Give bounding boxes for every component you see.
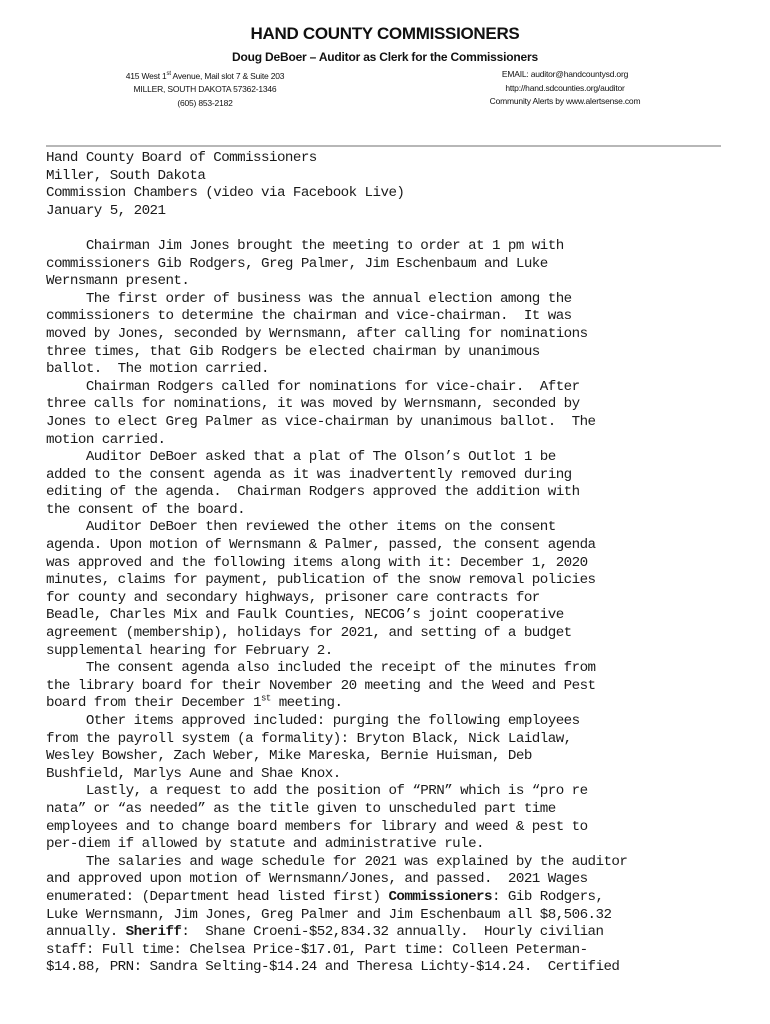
text-line: nata” or “as needed” as the title given to unscheduled part time	[46, 800, 556, 817]
text-line: board from their December 1st meeting.	[46, 693, 343, 712]
meeting-venue: Commission Chambers (video via Facebook Live)	[46, 185, 405, 202]
text-line: Chairman Rodgers called for nominations for vice-chair. After	[46, 378, 580, 395]
letterhead-contact-block	[460, 68, 670, 109]
text-line: ballot. The motion carried.	[46, 361, 269, 378]
text-line: The consent agenda also included the receipt of the minutes from	[46, 660, 596, 677]
text-line: from the payroll system (a formality): Bryton Black, Nick Laidlaw,	[46, 730, 572, 747]
text-line: Beadle, Charles Mix and Faulk Counties, NECOG’s joint cooperative	[46, 607, 564, 624]
text-line: commissioners Gib Rodgers, Greg Palmer, Jim Eschenbaum and Luke	[46, 255, 548, 272]
department-heading: Commissioners	[388, 888, 492, 905]
text-line: minutes, claims for payment, publication of the snow removal policies	[46, 572, 596, 589]
text-line: Auditor DeBoer asked that a plat of The Olson’s Outlot 1 be	[46, 449, 556, 466]
text-line: Wernsmann present.	[46, 273, 190, 290]
text-line: editing of the agenda. Chairman Rodgers approved the addition with	[46, 484, 580, 501]
letterhead-address-block	[100, 68, 310, 110]
alerts-line: Community Alerts by www.alertsense.com	[489, 96, 641, 106]
text-line: added to the consent agenda as it was inadvertently removed during	[46, 466, 572, 483]
meeting-location: Miller, South Dakota	[46, 167, 206, 184]
text-line: the consent of the board.	[46, 501, 246, 518]
text-line: agenda. Upon motion of Wernsmann & Palmer, passed, the consent agenda	[46, 537, 596, 554]
email-address: EMAIL: auditor@handcountysd.org	[501, 69, 629, 79]
text-line: Luke Wernsmann, Jim Jones, Greg Palmer and Jim Eschenbaum all $8,506.32	[46, 906, 612, 923]
address-line-2: MILLER, SOUTH DAKOTA 57362-1346	[133, 84, 277, 95]
address-line-1: 415 West 1st Avenue, Mail slot 7 & Suite 203	[125, 70, 285, 81]
minutes-document	[46, 150, 726, 977]
text-line: Other items approved included: purging the following employees	[46, 713, 580, 729]
text-line: Chairman Jim Jones brought the meeting to order at 1 pm with	[46, 237, 564, 254]
text-line: agreement (membership), holidays for 2021, and setting of a budget	[46, 625, 572, 642]
text-line: employees and to change board members for library and weed & pest to	[46, 818, 588, 835]
text-line: $14.88, PRN: Sandra Selting-$14.24 and Theresa Lichty-$14.24. Certified	[46, 959, 620, 976]
meeting-body-name: Hand County Board of Commissioners	[46, 150, 317, 166]
text-line: staff: Full time: Chelsea Price-$17.01, Part time: Colleen Peterman-	[46, 941, 588, 958]
letterhead-subtitle: Doug DeBoer – Auditor as Clerk for the Commissioners	[232, 50, 538, 64]
text-line: Lastly, a request to add the position of “PRN” which is “pro re	[46, 783, 588, 800]
text-line: The first order of business was the annual election among the	[46, 290, 572, 307]
text-line: per-diem if allowed by statute and administrative rule.	[46, 836, 485, 853]
text-line: enumerated: (Department head listed first) Commissioners: Gib Rodgers,	[46, 888, 604, 905]
department-heading: Sheriff	[125, 924, 182, 941]
text-line: Wesley Bowsher, Zach Weber, Mike Mareska, Bernie Huisman, Deb	[46, 748, 532, 765]
text-line: moved by Jones, seconded by Wernsmann, after calling for nominations	[46, 325, 588, 342]
text-line: three calls for nominations, it was moved by Wernsmann, seconded by	[46, 396, 580, 413]
text-line: The salaries and wage schedule for 2021 was explained by the auditor	[46, 853, 628, 870]
text-line: supplemental hearing for February 2.	[46, 642, 333, 659]
text-line: was approved and the following items along with it: December 1, 2020	[46, 554, 588, 571]
text-line: Auditor DeBoer then reviewed the other items on the consent	[46, 519, 556, 536]
text-line: motion carried.	[46, 431, 166, 448]
text-line: Bushfield, Marlys Aune and Shae Knox.	[46, 765, 341, 782]
text-line: for county and secondary highways, prisoner care contracts for	[46, 589, 540, 606]
meeting-date: January 5, 2021	[46, 202, 166, 219]
text-line: annually. Sheriff: Shane Croeni-$52,834.32 annually. Hourly civilian	[46, 924, 604, 941]
text-line: Jones to elect Greg Palmer as vice-chairman by unanimous ballot. The	[46, 413, 596, 430]
text-line: three times, that Gib Rodgers be elected chairman by unanimous	[46, 343, 540, 360]
website-url: http://hand.sdcounties.org/auditor	[505, 82, 625, 93]
phone-number: (605) 853-2182	[177, 97, 233, 108]
text-line: and approved upon motion of Wernsmann/Jones, and passed. 2021 Wages	[46, 871, 588, 888]
letterhead-divider	[46, 145, 721, 147]
text-line: commissioners to determine the chairman and vice-chairman. It was	[46, 308, 572, 325]
text-line: the library board for their November 20 meeting and the Weed and Pest	[46, 677, 596, 694]
letterhead-title: HAND COUNTY COMMISSIONERS	[250, 24, 520, 43]
spacer	[46, 220, 726, 238]
